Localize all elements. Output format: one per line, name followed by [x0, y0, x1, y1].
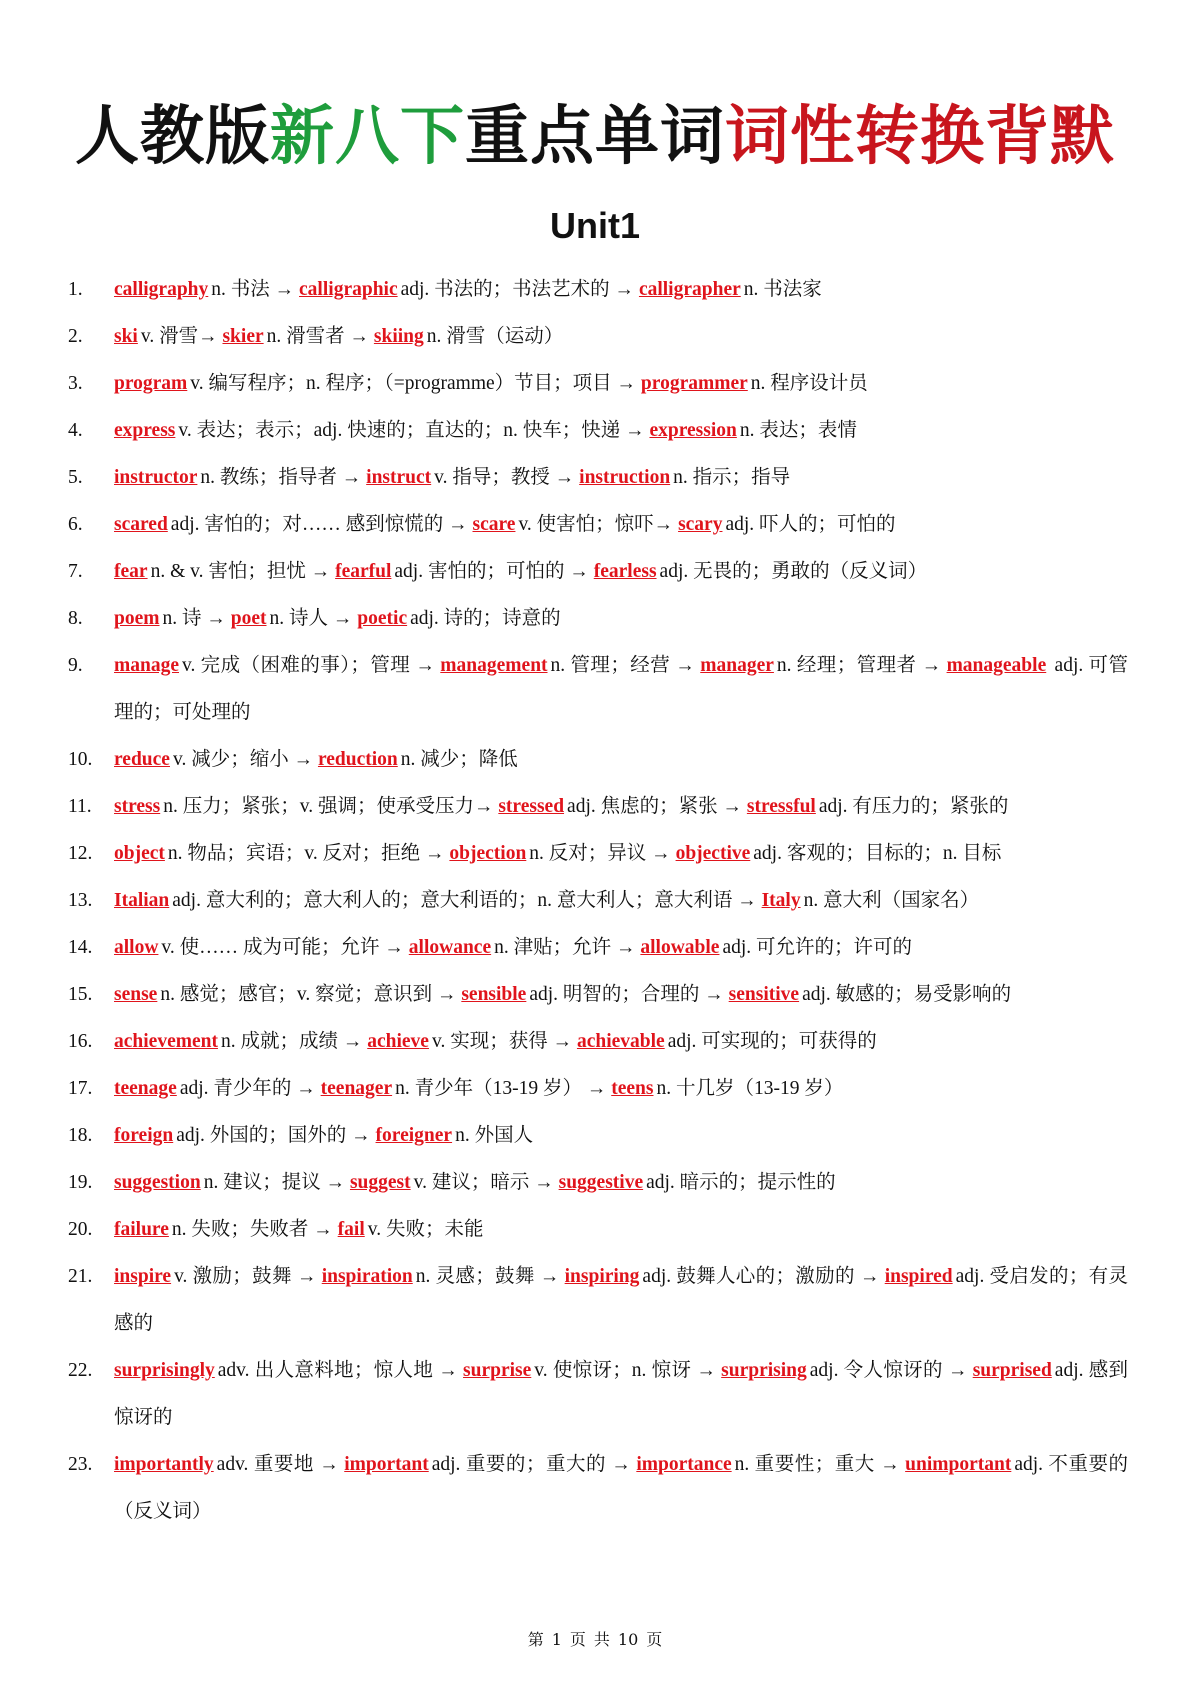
item-text: [114, 595, 1128, 642]
definition-text: adj. 可管理的；可处理的: [114, 655, 1128, 723]
vocab-word: suggest: [349, 1172, 411, 1193]
vocab-word: objection: [449, 843, 527, 864]
vocab-word: inspired: [884, 1266, 953, 1287]
definition-text: adj. 可实现的；可获得的: [667, 1031, 877, 1052]
definition-text: v. 使害怕；惊吓→: [518, 514, 679, 535]
definition-text: v. 滑雪→: [140, 326, 223, 347]
item-number: 14.: [68, 937, 93, 958]
definition-text: n. 津贴；允许 →: [494, 937, 641, 958]
list-item: [68, 313, 1128, 360]
vocab-word: suggestive: [558, 1172, 644, 1193]
definition-text: n. 表达；表情: [739, 420, 857, 441]
vocab-word: scare: [472, 514, 516, 535]
vocab-word: fearless: [593, 561, 657, 582]
footer-total-pages: 10: [617, 1630, 639, 1649]
item-text: [114, 736, 1128, 783]
vocab-word: inspiring: [564, 1266, 640, 1287]
title-part-grade: 新八下: [270, 100, 465, 174]
vocab-word: failure: [114, 1219, 169, 1240]
title-part-keywords: 重点单词: [465, 100, 725, 174]
definition-text: n. 灵感；鼓舞 →: [415, 1266, 565, 1287]
vocabulary-list: [68, 266, 1128, 1535]
list-item: [68, 595, 1128, 642]
item-number: 17.: [68, 1078, 93, 1099]
vocab-word: Italian: [114, 890, 170, 911]
item-number: 21.: [68, 1266, 93, 1287]
vocab-word: skiing: [373, 326, 424, 347]
definition-text: adj. 焦虑的；紧张 →: [567, 796, 747, 817]
definition-text: adj. 意大利的；意大利人的；意大利语的；n. 意大利人；意大利语 →: [172, 890, 762, 911]
definition-text: v. 减少；缩小 →: [172, 749, 318, 770]
list-item: [68, 1065, 1128, 1112]
vocab-word: important: [344, 1454, 429, 1475]
footer-label-ye-2: 页: [646, 1630, 663, 1649]
list-item: [68, 971, 1128, 1018]
item-text: [114, 1065, 1128, 1112]
definition-text: v. 完成（困难的事）；管理 →: [182, 655, 441, 676]
vocab-word: teenager: [320, 1078, 393, 1099]
item-number: 12.: [68, 843, 93, 864]
definition-text: n. 诗 →: [162, 608, 231, 629]
list-item: [68, 924, 1128, 971]
item-text: [114, 407, 1128, 454]
vocab-word: surprised: [972, 1360, 1052, 1381]
definition-text: adj. 害怕的；对…… 感到惊慌的 →: [170, 514, 473, 535]
definition-text: adj. 有压力的；紧张的: [818, 796, 1009, 817]
vocab-word: stressed: [498, 796, 565, 817]
vocab-word: allowable: [640, 937, 720, 958]
list-item: [68, 1018, 1128, 1065]
definition-text: adj. 书法的；书法艺术的 →: [400, 279, 639, 300]
item-number: 15.: [68, 984, 93, 1005]
item-text: [114, 360, 1128, 407]
list-item: [68, 830, 1128, 877]
definition-text: n. 滑雪者 →: [266, 326, 374, 347]
vocab-word: sensitive: [728, 984, 800, 1005]
list-item: [68, 1441, 1128, 1535]
list-item: [68, 783, 1128, 830]
vocab-word: sensible: [461, 984, 527, 1005]
vocab-word: poem: [114, 608, 160, 629]
vocab-word: unimportant: [905, 1454, 1012, 1475]
definition-text: adj. 重要的；重大的 →: [431, 1454, 637, 1475]
vocab-word: surprisingly: [114, 1360, 215, 1381]
item-number: 2.: [68, 326, 83, 347]
item-number: 16.: [68, 1031, 93, 1052]
definition-text: n. & v. 害怕；担忧 →: [150, 561, 336, 582]
definition-text: n. 程序设计员: [750, 373, 868, 394]
definition-text: adj. 可允许的；许可的: [722, 937, 913, 958]
list-item: [68, 877, 1128, 924]
title-part-topic: 词性转换背默: [725, 100, 1115, 174]
item-text: [114, 1253, 1128, 1347]
vocab-word: importance: [636, 1454, 732, 1475]
definition-text: n. 减少；降低: [400, 749, 518, 770]
definition-text: adj. 外国的；国外的 →: [176, 1125, 376, 1146]
definition-text: adj. 暗示的；提示性的: [646, 1172, 836, 1193]
vocab-word: calligraphic: [299, 279, 398, 300]
item-text: [114, 1347, 1128, 1441]
vocab-word: achievement: [114, 1031, 218, 1052]
page-footer: [0, 1627, 1190, 1650]
vocab-word: reduce: [114, 749, 170, 770]
definition-text: n. 感觉；感官；v. 察觉；意识到 →: [160, 984, 462, 1005]
definition-text: adj. 青少年的 →: [179, 1078, 321, 1099]
vocab-word: importantly: [114, 1454, 214, 1475]
item-text: [114, 830, 1128, 877]
vocab-word: scary: [678, 514, 723, 535]
vocab-word: surprising: [721, 1360, 807, 1381]
definition-text: v. 表达；表示；adj. 快速的；直达的；n. 快车；快递 →: [178, 420, 650, 441]
definition-text: adj. 鼓舞人心的；激励的 →: [642, 1266, 885, 1287]
item-text: [114, 642, 1128, 736]
definition-text: adj. 令人惊讶的 →: [809, 1360, 973, 1381]
vocab-word: poetic: [357, 608, 408, 629]
definition-text: n. 教练；指导者 →: [200, 467, 367, 488]
item-text: [114, 1159, 1128, 1206]
item-number: 3.: [68, 373, 83, 394]
definition-text: adj. 感到惊讶的: [114, 1360, 1129, 1428]
list-item: [68, 1112, 1128, 1159]
list-item: [68, 454, 1128, 501]
item-number: 20.: [68, 1219, 93, 1240]
definition-text: adj. 客观的；目标的；n. 目标: [753, 843, 1002, 864]
vocab-word: calligrapher: [638, 279, 741, 300]
item-number: 22.: [68, 1360, 93, 1381]
definition-text: n. 指示；指导: [673, 467, 791, 488]
list-item: [68, 1206, 1128, 1253]
definition-text: v. 编写程序；n. 程序；（=programme）节目；项目 →: [190, 373, 641, 394]
vocab-word: manageable: [946, 655, 1047, 676]
definition-text: adv. 出人意料地；惊人地 →: [217, 1360, 464, 1381]
vocab-word: achieve: [367, 1031, 429, 1052]
vocab-word: achievable: [576, 1031, 665, 1052]
item-number: 4.: [68, 420, 83, 441]
definition-text: v. 实现；获得 →: [431, 1031, 577, 1052]
vocab-word: ski: [114, 326, 138, 347]
definition-text: n. 反对；异议 →: [529, 843, 676, 864]
item-number: 9.: [68, 655, 83, 676]
item-number: 11.: [68, 796, 92, 817]
definition-text: adv. 重要地 →: [216, 1454, 345, 1475]
vocab-word: stress: [114, 796, 161, 817]
item-text: [114, 501, 1128, 548]
vocab-word: suggestion: [114, 1172, 201, 1193]
definition-text: v. 使惊讶；n. 惊讶 →: [534, 1360, 722, 1381]
vocab-word: manage: [114, 655, 179, 676]
vocab-word: expression: [649, 420, 737, 441]
footer-page-number: 1: [551, 1630, 562, 1649]
item-text: [114, 783, 1128, 830]
definition-text: n. 十几岁（13-19 岁）: [656, 1078, 844, 1099]
unit-heading: Unit1: [550, 205, 640, 246]
vocab-word: skier: [222, 326, 264, 347]
list-item: [68, 1159, 1128, 1206]
definition-text: v. 激励；鼓舞 →: [174, 1266, 322, 1287]
definition-text: n. 物品；宾语；v. 反对；拒绝 →: [167, 843, 450, 864]
title-part-edition: 人教版: [75, 100, 270, 174]
page-title: [0, 92, 1190, 182]
vocab-word: object: [114, 843, 165, 864]
vocab-word: inspire: [114, 1266, 172, 1287]
definition-text: n. 意大利（国家名）: [803, 890, 980, 911]
vocab-word: instruction: [579, 467, 671, 488]
list-item: [68, 642, 1128, 736]
vocab-word: manager: [700, 655, 774, 676]
definition-text: n. 外国人: [455, 1125, 534, 1146]
item-text: [114, 454, 1128, 501]
list-item: [68, 1253, 1128, 1347]
definition-text: adj. 受启发的；有灵感的: [114, 1266, 1129, 1334]
definition-text: n. 书法 →: [211, 279, 300, 300]
definition-text: v. 建议；暗示 →: [413, 1172, 559, 1193]
vocab-word: teens: [611, 1078, 654, 1099]
item-text: [114, 971, 1128, 1018]
vocab-word: instructor: [114, 467, 198, 488]
item-number: 5.: [68, 467, 83, 488]
list-item: [68, 266, 1128, 313]
footer-label-di: 第: [527, 1630, 544, 1649]
definition-text: n. 管理；经营 →: [550, 655, 701, 676]
item-number: 7.: [68, 561, 83, 582]
footer-label-ye: 页: [569, 1630, 586, 1649]
list-item: [68, 548, 1128, 595]
definition-text: adj. 诗的；诗意的: [410, 608, 561, 629]
definition-text: n. 滑雪（运动）: [426, 326, 564, 347]
vocab-word: stressful: [746, 796, 816, 817]
list-item: [68, 360, 1128, 407]
vocab-word: calligraphy: [114, 279, 209, 300]
definition-text: adj. 明智的；合理的 →: [529, 984, 729, 1005]
definition-text: adj. 不重要的（反义词）: [114, 1454, 1129, 1522]
item-text: [114, 1441, 1128, 1535]
definition-text: n. 建议；提议 →: [203, 1172, 350, 1193]
item-number: 1.: [68, 279, 83, 300]
item-text: [114, 1112, 1128, 1159]
definition-text: adj. 敏感的；易受影响的: [802, 984, 1012, 1005]
item-number: 18.: [68, 1125, 93, 1146]
definition-text: n. 压力；紧张；v. 强调；使承受压力→: [163, 796, 499, 817]
vocab-word: fail: [337, 1219, 365, 1240]
item-number: 8.: [68, 608, 83, 629]
item-number: 10.: [68, 749, 93, 770]
vocab-word: express: [114, 420, 176, 441]
definition-text: n. 重要性；重大 →: [734, 1454, 906, 1475]
definition-text: adj. 吓人的；可怕的: [725, 514, 896, 535]
item-text: [114, 548, 1128, 595]
vocab-word: scared: [114, 514, 168, 535]
list-item: [68, 1347, 1128, 1441]
definition-text: n. 经理；管理者 →: [776, 655, 947, 676]
item-text: [114, 924, 1128, 971]
vocab-word: sense: [114, 984, 158, 1005]
vocab-word: surprise: [463, 1360, 532, 1381]
definition-text: n. 诗人 →: [269, 608, 358, 629]
vocab-word: program: [114, 373, 188, 394]
definition-text: n. 成就；成绩 →: [220, 1031, 368, 1052]
list-item: [68, 736, 1128, 783]
vocab-word: Italy: [761, 890, 801, 911]
list-item: [68, 501, 1128, 548]
list-item: [68, 407, 1128, 454]
definition-text: adj. 无畏的；勇敢的（反义词）: [659, 561, 928, 582]
definition-text: v. 失败；未能: [367, 1219, 484, 1240]
vocab-word: reduction: [317, 749, 398, 770]
vocab-word: objective: [675, 843, 751, 864]
vocab-word: programmer: [640, 373, 748, 394]
definition-text: v. 指导；教授 →: [434, 467, 580, 488]
footer-label-gong: 共: [593, 1630, 610, 1649]
item-text: [114, 266, 1128, 313]
definition-text: adj. 害怕的；可怕的 →: [394, 561, 594, 582]
item-number: 13.: [68, 890, 93, 911]
item-text: [114, 877, 1128, 924]
vocab-word: fear: [114, 561, 148, 582]
vocab-word: instruct: [366, 467, 432, 488]
vocab-word: fearful: [335, 561, 392, 582]
item-text: [114, 1206, 1128, 1253]
vocab-word: allowance: [408, 937, 492, 958]
definition-text: n. 书法家: [743, 279, 822, 300]
item-number: 19.: [68, 1172, 93, 1193]
item-text: [114, 1018, 1128, 1065]
definition-text: n. 青少年（13-19 岁） →: [395, 1078, 612, 1099]
vocab-word: inspiration: [321, 1266, 413, 1287]
item-text: [114, 313, 1128, 360]
vocab-word: management: [440, 655, 548, 676]
vocab-word: teenage: [114, 1078, 177, 1099]
vocab-word: allow: [114, 937, 159, 958]
vocab-word: foreign: [114, 1125, 174, 1146]
definition-text: v. 使…… 成为可能；允许 →: [161, 937, 409, 958]
item-number: 23.: [68, 1454, 93, 1475]
definition-text: n. 失败；失败者 →: [171, 1219, 338, 1240]
item-number: 6.: [68, 514, 83, 535]
vocab-word: foreigner: [375, 1125, 453, 1146]
vocab-word: poet: [230, 608, 267, 629]
